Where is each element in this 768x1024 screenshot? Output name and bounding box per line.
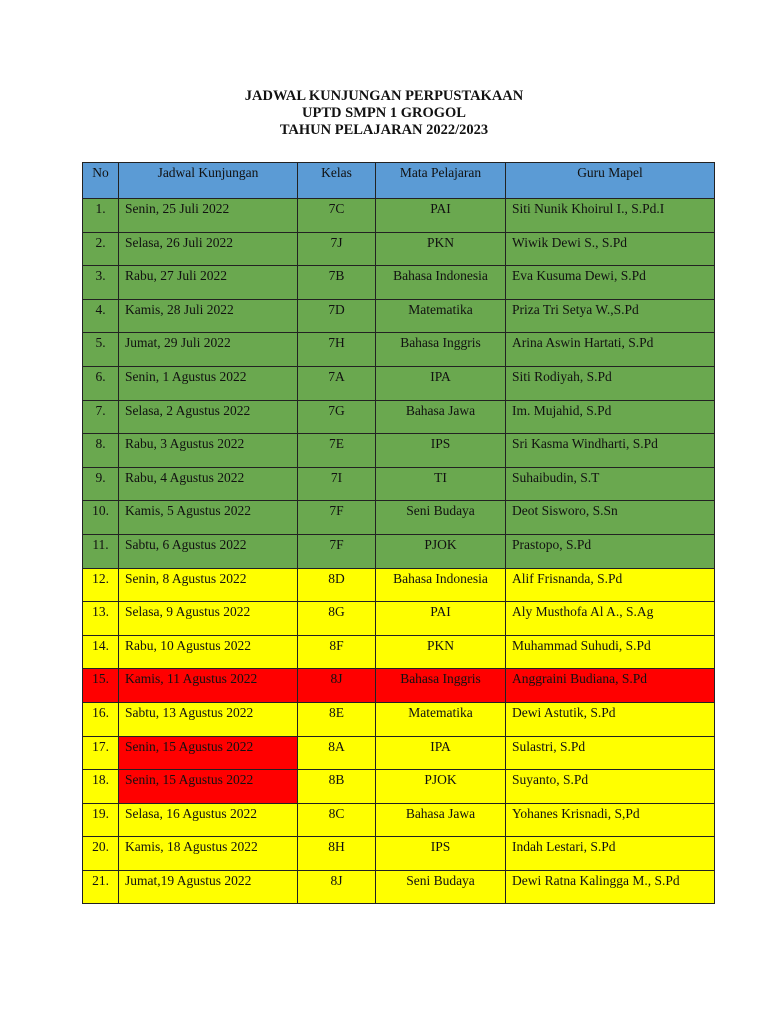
- cell-mapel: PAI: [376, 602, 506, 636]
- header-jadwal: Jadwal Kunjungan: [119, 163, 298, 199]
- cell-no: 1.: [83, 199, 119, 233]
- table-row: [83, 770, 715, 804]
- cell-mapel: Bahasa Jawa: [376, 400, 506, 434]
- cell-guru: Suhaibudin, S.T: [506, 467, 715, 501]
- cell-kelas: 7E: [298, 434, 376, 468]
- cell-no: 10.: [83, 501, 119, 535]
- cell-mapel: TI: [376, 467, 506, 501]
- cell-mapel: Bahasa Jawa: [376, 803, 506, 837]
- cell-jadwal: Senin, 15 Agustus 2022: [119, 770, 298, 804]
- cell-no: 15.: [83, 669, 119, 703]
- cell-no: 9.: [83, 467, 119, 501]
- header-no: No: [83, 163, 119, 199]
- cell-jadwal: Kamis, 5 Agustus 2022: [119, 501, 298, 535]
- cell-kelas: 7B: [298, 266, 376, 300]
- cell-jadwal: Selasa, 2 Agustus 2022: [119, 400, 298, 434]
- table-row: [83, 669, 715, 703]
- cell-mapel: PJOK: [376, 534, 506, 568]
- schedule-table: [82, 162, 715, 904]
- cell-jadwal: Rabu, 3 Agustus 2022: [119, 434, 298, 468]
- cell-jadwal: Senin, 1 Agustus 2022: [119, 366, 298, 400]
- cell-guru: Im. Mujahid, S.Pd: [506, 400, 715, 434]
- cell-kelas: 7H: [298, 333, 376, 367]
- cell-jadwal: Rabu, 27 Juli 2022: [119, 266, 298, 300]
- cell-jadwal: Sabtu, 13 Agustus 2022: [119, 702, 298, 736]
- cell-guru: Siti Rodiyah, S.Pd: [506, 366, 715, 400]
- table-row: [83, 434, 715, 468]
- cell-jadwal: Kamis, 11 Agustus 2022: [119, 669, 298, 703]
- cell-guru: Deot Sisworo, S.Sn: [506, 501, 715, 535]
- cell-no: 3.: [83, 266, 119, 300]
- cell-jadwal: Selasa, 26 Juli 2022: [119, 232, 298, 266]
- table-row: [83, 501, 715, 535]
- table-row: [83, 232, 715, 266]
- cell-jadwal: Rabu, 10 Agustus 2022: [119, 635, 298, 669]
- table-row: [83, 870, 715, 904]
- cell-jadwal: Kamis, 28 Juli 2022: [119, 299, 298, 333]
- table-row: [83, 568, 715, 602]
- cell-guru: Siti Nunik Khoirul I., S.Pd.I: [506, 199, 715, 233]
- cell-guru: Muhammad Suhudi, S.Pd: [506, 635, 715, 669]
- cell-guru: Alif Frisnanda, S.Pd: [506, 568, 715, 602]
- table-header-row: [83, 163, 715, 199]
- cell-mapel: Seni Budaya: [376, 870, 506, 904]
- cell-kelas: 8C: [298, 803, 376, 837]
- table-row: [83, 199, 715, 233]
- cell-guru: Prastopo, S.Pd: [506, 534, 715, 568]
- cell-kelas: 8J: [298, 669, 376, 703]
- cell-mapel: IPS: [376, 434, 506, 468]
- table-row: [83, 837, 715, 871]
- cell-mapel: Bahasa Indonesia: [376, 266, 506, 300]
- cell-no: 18.: [83, 770, 119, 804]
- cell-no: 11.: [83, 534, 119, 568]
- cell-jadwal: Senin, 25 Juli 2022: [119, 199, 298, 233]
- cell-guru: Wiwik Dewi S., S.Pd: [506, 232, 715, 266]
- cell-mapel: PKN: [376, 635, 506, 669]
- cell-guru: Dewi Astutik, S.Pd: [506, 702, 715, 736]
- cell-mapel: Bahasa Indonesia: [376, 568, 506, 602]
- table-row: [83, 266, 715, 300]
- table-row: [83, 467, 715, 501]
- table-row: [83, 299, 715, 333]
- cell-no: 7.: [83, 400, 119, 434]
- cell-kelas: 8J: [298, 870, 376, 904]
- cell-no: 13.: [83, 602, 119, 636]
- cell-guru: Dewi Ratna Kalingga M., S.Pd: [506, 870, 715, 904]
- cell-kelas: 7D: [298, 299, 376, 333]
- cell-no: 8.: [83, 434, 119, 468]
- cell-kelas: 8G: [298, 602, 376, 636]
- table-row: [83, 400, 715, 434]
- table-row: [83, 702, 715, 736]
- cell-no: 14.: [83, 635, 119, 669]
- table-row: [83, 534, 715, 568]
- cell-guru: Indah Lestari, S.Pd: [506, 837, 715, 871]
- cell-mapel: IPA: [376, 366, 506, 400]
- cell-mapel: PAI: [376, 199, 506, 233]
- title-line-1: JADWAL KUNJUNGAN PERPUSTAKAAN: [244, 88, 524, 104]
- title-line-2: UPTD SMPN 1 GROGOL: [302, 105, 466, 121]
- cell-jadwal: Jumat,19 Agustus 2022: [119, 870, 298, 904]
- cell-mapel: Bahasa Inggris: [376, 333, 506, 367]
- cell-jadwal: Rabu, 4 Agustus 2022: [119, 467, 298, 501]
- cell-kelas: 8B: [298, 770, 376, 804]
- cell-kelas: 7C: [298, 199, 376, 233]
- cell-kelas: 8A: [298, 736, 376, 770]
- cell-jadwal: Kamis, 18 Agustus 2022: [119, 837, 298, 871]
- cell-guru: Eva Kusuma Dewi, S.Pd: [506, 266, 715, 300]
- cell-no: 4.: [83, 299, 119, 333]
- table-row: [83, 736, 715, 770]
- cell-mapel: Seni Budaya: [376, 501, 506, 535]
- cell-jadwal: Selasa, 16 Agustus 2022: [119, 803, 298, 837]
- cell-kelas: 7I: [298, 467, 376, 501]
- cell-mapel: PJOK: [376, 770, 506, 804]
- document-title: [0, 88, 768, 139]
- table-row: [83, 366, 715, 400]
- cell-no: 12.: [83, 568, 119, 602]
- cell-no: 16.: [83, 702, 119, 736]
- cell-kelas: 7G: [298, 400, 376, 434]
- table-row: [83, 635, 715, 669]
- cell-kelas: 7F: [298, 534, 376, 568]
- cell-kelas: 8F: [298, 635, 376, 669]
- cell-no: 19.: [83, 803, 119, 837]
- cell-jadwal: Senin, 8 Agustus 2022: [119, 568, 298, 602]
- cell-guru: Yohanes Krisnadi, S,Pd: [506, 803, 715, 837]
- table-row: [83, 602, 715, 636]
- cell-no: 5.: [83, 333, 119, 367]
- header-guru: Guru Mapel: [506, 163, 715, 199]
- table-row: [83, 333, 715, 367]
- cell-guru: Sri Kasma Windharti, S.Pd: [506, 434, 715, 468]
- cell-mapel: IPA: [376, 736, 506, 770]
- header-kelas: Kelas: [298, 163, 376, 199]
- cell-guru: Sulastri, S.Pd: [506, 736, 715, 770]
- cell-guru: Suyanto, S.Pd: [506, 770, 715, 804]
- cell-mapel: Bahasa Inggris: [376, 669, 506, 703]
- cell-no: 17.: [83, 736, 119, 770]
- cell-kelas: 8E: [298, 702, 376, 736]
- cell-kelas: 7J: [298, 232, 376, 266]
- cell-kelas: 7A: [298, 366, 376, 400]
- cell-jadwal: Senin, 15 Agustus 2022: [119, 736, 298, 770]
- cell-jadwal: Sabtu, 6 Agustus 2022: [119, 534, 298, 568]
- cell-no: 6.: [83, 366, 119, 400]
- title-line-3: TAHUN PELAJARAN 2022/2023: [279, 122, 489, 138]
- cell-mapel: Matematika: [376, 702, 506, 736]
- cell-jadwal: Selasa, 9 Agustus 2022: [119, 602, 298, 636]
- cell-no: 21.: [83, 870, 119, 904]
- cell-guru: Anggraini Budiana, S.Pd: [506, 669, 715, 703]
- cell-no: 2.: [83, 232, 119, 266]
- cell-kelas: 8H: [298, 837, 376, 871]
- cell-guru: Priza Tri Setya W.,S.Pd: [506, 299, 715, 333]
- cell-mapel: PKN: [376, 232, 506, 266]
- cell-guru: Arina Aswin Hartati, S.Pd: [506, 333, 715, 367]
- cell-no: 20.: [83, 837, 119, 871]
- cell-mapel: IPS: [376, 837, 506, 871]
- cell-kelas: 7F: [298, 501, 376, 535]
- table-row: [83, 803, 715, 837]
- header-mapel: Mata Pelajaran: [376, 163, 506, 199]
- cell-guru: Aly Musthofa Al A., S.Ag: [506, 602, 715, 636]
- cell-mapel: Matematika: [376, 299, 506, 333]
- cell-kelas: 8D: [298, 568, 376, 602]
- cell-jadwal: Jumat, 29 Juli 2022: [119, 333, 298, 367]
